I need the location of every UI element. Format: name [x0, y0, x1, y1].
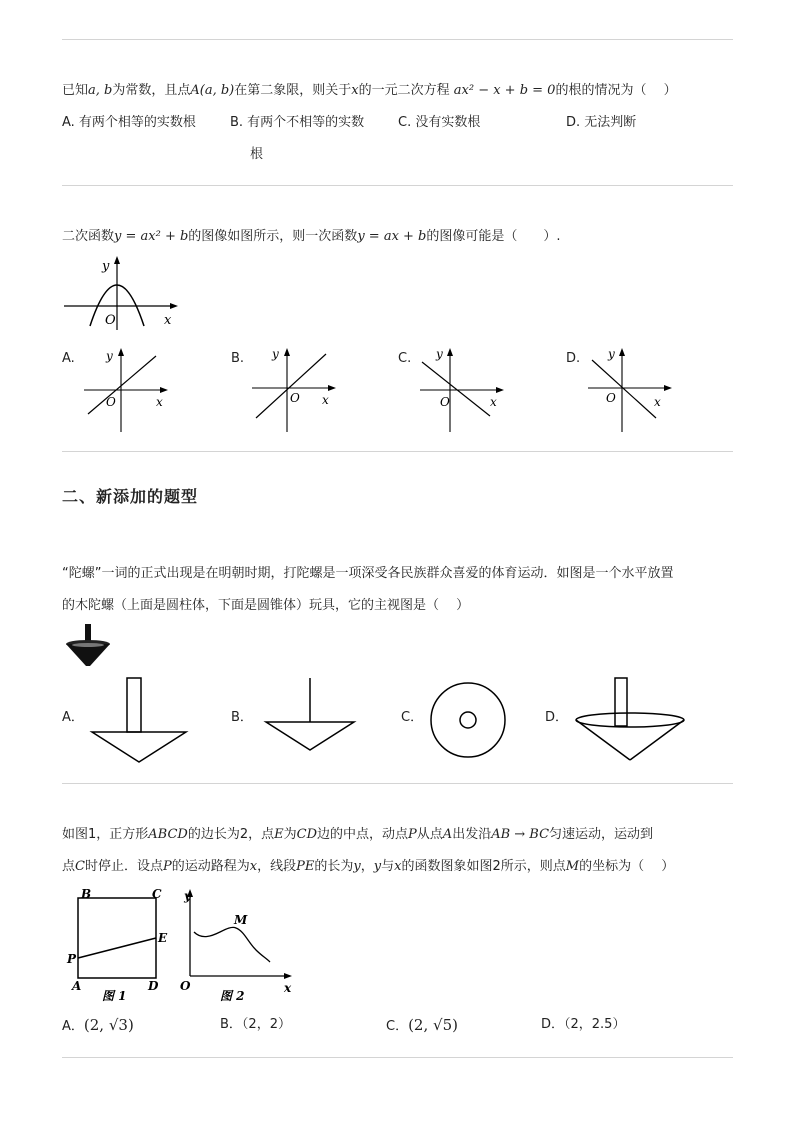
q4-text: 从点 [416, 827, 443, 842]
q4-text: 时停止．设点 [84, 859, 163, 874]
fig2-label-m: M [234, 913, 248, 927]
q2-option-d-graph[interactable] [588, 344, 678, 434]
q4-point-m: M [565, 859, 580, 874]
q4-stem-line-1 [62, 826, 653, 844]
fig1-label-c: C [152, 887, 162, 901]
q2-stem-text: 二次函数 [62, 229, 115, 244]
q4-text: 为 [283, 827, 297, 842]
q4-option-d[interactable]: D．（2，2.5） [541, 1017, 626, 1032]
spinning-top-icon [63, 624, 113, 670]
q1-stem-ab: a, b [88, 83, 113, 98]
q1-option-c[interactable]: C. 没有实数根 [398, 115, 481, 130]
q4-text: 的长为 [314, 859, 354, 874]
q4-text: 点 [62, 859, 76, 874]
q2-a-y-label: y [106, 349, 113, 363]
q2-d-y-label: y [608, 347, 615, 361]
q4-option-a-label: A． [62, 1019, 84, 1034]
q3-option-c-label[interactable]: C． [401, 710, 424, 725]
fig1-label-e: E [158, 931, 168, 945]
q2-c-x-label: x [490, 395, 497, 409]
fig2-caption: 图 2 [220, 989, 245, 1003]
q4-side-cd: CD [296, 827, 318, 842]
section-heading: 二、新添加的题型 [62, 487, 199, 506]
q2-option-a-graph[interactable] [84, 344, 174, 434]
q1-option-a[interactable]: A. 有两个相等的实数根 [62, 115, 196, 130]
q1-option-b-continued: 根 [250, 147, 264, 162]
q3-stem-line-1: “陀螺”一词的正式出现是在明朝时期，打陀螺是一项深受各民族群众喜爱的体育运动．如图是一个水平放置 [62, 566, 674, 581]
q4-text: 的坐标为（ ） [579, 859, 675, 874]
q2-a-x-label: x [156, 395, 163, 409]
q2-c-y-label: y [436, 347, 443, 361]
q1-stem-text: 的一元二次方程 [358, 83, 450, 98]
q4-text: 出发沿 [452, 827, 492, 842]
q2-parabola-figure [62, 254, 182, 334]
q4-option-a[interactable] [62, 1016, 134, 1036]
q4-text: 如图1，正方形 [62, 827, 149, 842]
q4-point-e: E [274, 827, 284, 842]
q2-a-origin: O [106, 395, 116, 409]
q1-equation: ax² − x + b = 0 [453, 83, 556, 98]
q4-text: ，线段 [257, 859, 297, 874]
q4-option-b[interactable]: B．（2，2） [220, 1017, 291, 1032]
q4-option-c[interactable] [386, 1016, 458, 1036]
q4-path: AB → BC [491, 827, 550, 842]
q1-stem-text: 在第二象限，则关于 [234, 83, 352, 98]
q2-b-origin: O [290, 391, 300, 405]
q3-option-b-label[interactable]: B． [231, 710, 253, 725]
q3-option-b-view[interactable] [262, 676, 358, 760]
q4-var-y: y [373, 859, 382, 874]
q4-figure-2 [174, 886, 300, 1008]
q4-option-a-value: (2, √3) [83, 1016, 134, 1034]
q2-stem-text: 的图像可能是（ ）. [426, 229, 561, 244]
q1-stem-text: 的根的情况为（ ） [555, 83, 677, 98]
fig2-label-y: y [184, 889, 191, 903]
q2-option-b-label[interactable]: B. [231, 351, 245, 366]
q4-var-x: x [394, 859, 402, 874]
q1-stem-x: x [351, 83, 359, 98]
q4-text: 匀速运动，运动到 [549, 827, 654, 842]
q2-option-a-label[interactable]: A. [62, 351, 75, 366]
q4-text: 与 [381, 859, 395, 874]
q2-stem [62, 228, 561, 246]
q4-point-a: A [442, 827, 453, 842]
q4-figure-1 [64, 886, 174, 1008]
q4-var-y: y [353, 859, 361, 874]
q2-formula-linear: y = ax + b [357, 229, 427, 244]
q3-option-d-label[interactable]: D． [545, 710, 569, 725]
q2-option-d-label[interactable]: D. [566, 351, 581, 366]
separator [62, 1057, 733, 1058]
q1-option-d[interactable]: D. 无法判断 [566, 115, 637, 130]
fig1-label-d: D [148, 979, 159, 993]
q4-option-c-label: C． [386, 1019, 409, 1034]
q2-b-y-label: y [272, 347, 279, 361]
q3-option-c-view[interactable] [428, 680, 508, 760]
q3-option-d-view[interactable] [572, 676, 688, 764]
q2-d-x-label: x [654, 395, 661, 409]
q2-origin-label: O [105, 313, 116, 328]
q2-option-b-graph[interactable] [252, 344, 342, 434]
q1-stem-point: A(a, b) [190, 83, 235, 98]
q3-option-a-view[interactable] [90, 676, 190, 764]
q2-stem-text: 的图像如图所示，则一次函数 [188, 229, 358, 244]
separator [62, 39, 733, 40]
q3-stem-line-2: 的木陀螺（上面是圆柱体，下面是圆锥体）玩具，它的主视图是（ ） [62, 598, 470, 613]
q1-option-b[interactable]: B. 有两个不相等的实数 [230, 115, 365, 130]
q4-point-p: P [408, 827, 417, 842]
q2-d-origin: O [606, 391, 616, 405]
q3-option-a-label[interactable]: A． [62, 710, 84, 725]
q4-text: 的边长为2，点 [187, 827, 275, 842]
separator [62, 185, 733, 186]
q2-axis-y-label: y [102, 259, 110, 274]
fig1-label-b: B [81, 887, 92, 901]
q4-segment-pe: PE [296, 859, 315, 874]
q4-text: ， [360, 859, 374, 874]
q4-option-c-value: (2, √5) [408, 1016, 458, 1034]
q4-text: 边的中点，动点 [317, 827, 409, 842]
q4-square-name: ABCD [148, 827, 188, 842]
q1-stem-text: 为常数，且点 [112, 83, 191, 98]
fig2-label-x: x [284, 981, 292, 995]
fig1-label-a: A [72, 979, 82, 993]
fig1-label-p: P [67, 952, 77, 966]
q4-point-p: P [162, 859, 172, 874]
q1-stem-text: 已知 [62, 83, 89, 98]
q2-b-x-label: x [322, 393, 329, 407]
q4-text: 的函数图象如图2所示，则点 [401, 859, 566, 874]
q2-option-c-label[interactable]: C. [398, 351, 412, 366]
fig2-label-o: O [180, 979, 191, 993]
q4-var-x: x [249, 859, 258, 874]
q4-point-c: C [75, 859, 85, 874]
separator [62, 783, 733, 784]
q4-text: 的运动路程为 [171, 859, 250, 874]
fig1-caption: 图 1 [102, 989, 127, 1003]
q4-stem-line-2 [62, 858, 674, 876]
q2-c-origin: O [440, 395, 450, 409]
q2-formula-quadratic: y = ax² + b [114, 229, 189, 244]
q2-option-c-graph[interactable] [420, 344, 510, 434]
q2-axis-x-label: x [164, 313, 172, 328]
separator [62, 451, 733, 452]
q1-stem [62, 82, 677, 100]
